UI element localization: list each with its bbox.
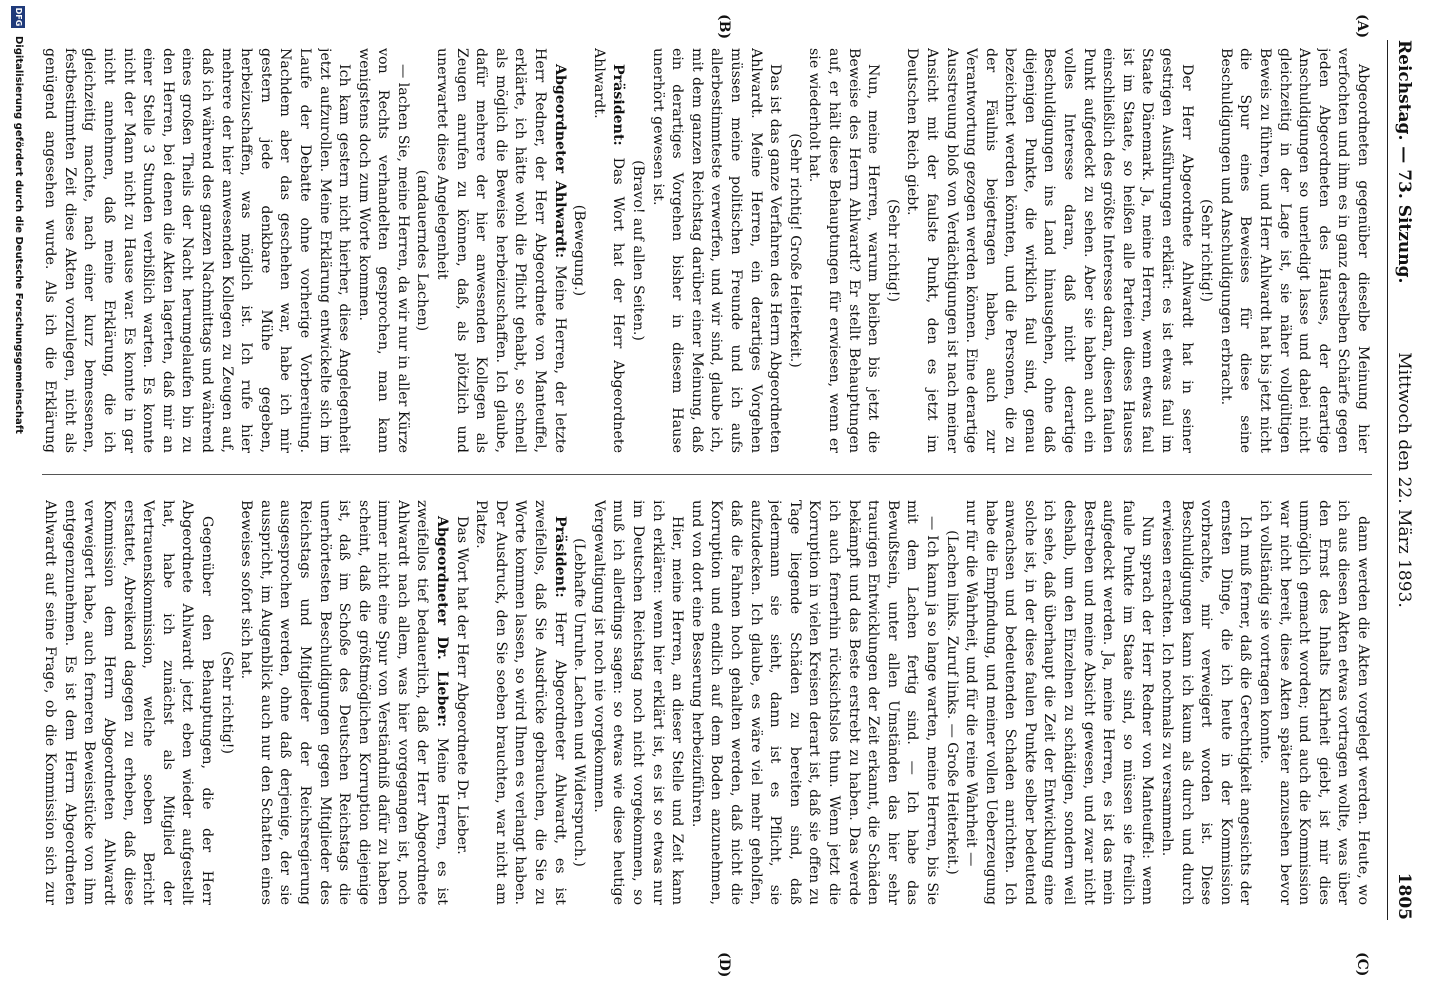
- speaker-name: Präsident:: [551, 516, 568, 598]
- margin-letter-b: (B): [716, 14, 732, 40]
- stage-direction: (Lachen links. Zuruf links. — Große Heiterkeit.): [943, 530, 960, 875]
- text-column-left: [42, 48, 1372, 453]
- body-paragraph: dann werden die Akten vorgelegt werden. Heute, wo ich aus diesen Akten etwas vortragen wollte, was über den Ernst des Inhalts Klarheit giebt, ist mir dies unmöglich gemacht worden; und auch die Kommission war nicht bereit, diese Akten später anzusehen bevor ich vollständig sie vortragen konnte.: [1257, 500, 1371, 905]
- speech-text: Das Wort hat der Herr Abgeordnete Ahlwardt.: [590, 48, 627, 453]
- speech-text: Meine Herren, es ist zweifellos tief bedauerlich, daß der Herr Abgeordnete Ahlwardt nach allem, was hier vorgegangen ist, noch immer nicht eine Spur von Verständniß dafür zu haben scheint, daß die größtmöglichen Korruption diejenige ist, daß im Schoße des Deutschen Reichstags die unerhörtesten Beschuldigungen gegen Mitglieder des Reichstags und Mitglieder der Reichsregierung ausgesprochen werden, ohne daß derjenige, der sie ausspricht, im Augenblick auch nur den Schatten eines Beweises sofort sich hat.: [238, 500, 451, 905]
- header-session: Reichstag. — 73. Sitzung.: [1394, 40, 1414, 284]
- text-column-right: [42, 500, 1372, 905]
- digitization-credit: Digitalisierung gefördert durch die Deutsche Forschungsgemeinschaft: [13, 36, 24, 434]
- speaker-name: Abgeordneter Ahlwardt:: [551, 64, 568, 259]
- stage-direction: (Sehr richtig!): [884, 198, 901, 303]
- margin-letter-c: (C): [1354, 952, 1370, 977]
- body-paragraph: — Ich kann ja so lange warten, meine Herren, bis Sie mit dem Lachen fertig sind. — Ich habe das Bewußtsein, unter allen Umständen das hier sehr traurigen Entwicklungen der Zeit erkannt, die Schäden bekämpft und das Beste erstrebt zu haben. Das werde ich auch fernerhin rücksichtslos thun. Wenn jetzt die Korruption in vielen Kreisen derart ist, daß sie offen zu Tage liegende Schäden zu bereiten sind, daß jedermann sie sieht, dann ist es Pflicht, sie aufzudecken. Ich glaube, es wäre viel mehr geholfen, daß die Fahnen hoch gehalten werden, daß nicht die Korruption und endlich auf dem Boden anzunehmen, und von dort eine Besserung herbeizuführen.: [688, 500, 940, 905]
- stage-direction: (Sehr richtig!): [218, 650, 235, 755]
- stage-direction: (Bravo! auf allen Seiten.): [630, 160, 647, 341]
- stage-direction: (Bewegung.): [571, 204, 588, 297]
- digitization-footer: [4, 0, 28, 1000]
- page-number: 1805: [1394, 872, 1414, 920]
- speaker-name: Präsident:: [610, 64, 627, 146]
- header-date: Mittwoch den 22. März 1893.: [1394, 352, 1414, 608]
- running-header: [1387, 40, 1418, 920]
- margin-letter-d: (D): [716, 952, 732, 978]
- speech-text: Herr Abgeordneter Ahlwardt, es ist zweifellos, daß Sie Ausdrücke gebrauchen, die Sie zu Worte kommen lassen, so wird Ihnen es verlangt haben. Der Ausdruck, den Sie soeben brauchten, war nicht am Platze.: [473, 500, 568, 905]
- speaker-paragraph: [432, 48, 569, 453]
- stage-direction: (Sehr richtig! Große Heiterkeit.): [786, 133, 803, 368]
- speaker-name: Abgeordneter Dr. Lieber:: [434, 516, 451, 728]
- speaker-paragraph: [236, 500, 452, 905]
- body-paragraph: Der Herr Abgeordnete Ahlwardt hat in seiner gestrigen Ausführungen erklärt: es ist etwas faul im Staate Dänemark. Ja, meine Herren, wenn etwas faul ist im Staate, so heißen alle Parteien dieses Hauses einschließlich des größte Interesse daran, diesen faulen Punkt aufgedeckt zu sehen. Aber sie haben auch ein volles Interesse daran, daß nicht derartige Beschuldigungen ins Land hinausgehen, ohne daß diejenigen Punkte, die wirklich faul sind, genau bezeichnet werden könnten, und die Personen, die zu der Fäulnis beigetragen haben, auch zur Verantwortung gezogen werden können. Eine derartige Ausstreuung bloß von Verdächtigungen ist nach meiner Ansicht mit der faulste Punkt, den es jetzt im Deutschen Reich giebt.: [904, 48, 1195, 453]
- body-paragraph: Nun sprach der Herr Redner von Manteuffel: wenn faule Punkte im Staate sind, so müssen sie freilich aufgedeckt werden. Ja, meine Herren, es ist das mein Bestreben und meine Absicht gewesen, und zwar nicht deshalb, um den Einzelnen zu schädigen, sondern weil ich sehe, daß überhaupt die Zeit der Entwicklung eine solche ist, in der diese faulen Punkte selber bedeutend anwachsen und bedeutenden Schaden anrichten. Ich habe die Empfindung, und meiner vollen Ueberzeugung nur für die Wahrheit, und für die reine Wahrheit —: [963, 500, 1156, 905]
- body-paragraph: — lachen Sie, meine Herren, da wir nur in aller Kürze von Rechts verhandelten gesprochen, man kann wenigstens doch zum Worte kommen.: [355, 48, 411, 453]
- stage-direction: (andauerndes Lachen): [414, 169, 431, 332]
- body-paragraph: Hier, meine Herren, an dieser Stelle und Zeit kann ich erklären: wenn hier erklärt ist, es ist so etwas nur im Deutschen Reichstag noch nicht vorgekommen, so muß ich allerdings sagen: so etwas wie diese heutige Vergewaltigung ist noch nie vorgekommen.: [590, 500, 686, 905]
- speech-text: Meine Herren, der letzte Herr Redner, der Herr Abgeordnete von Manteuffel, erklärte, ich hätte wohl die Pflicht gehabt, so schnell als möglich die Beweise herbeizuschaffen. Ich glaube, dafür mehrere der hier anwesenden Kollegen als Zeugen anrufen zu können, daß, als plötzlich und unerwartet diese Angelegenheit: [434, 48, 568, 453]
- body-paragraph: Nun, meine Herren, warum bleiben bis jetzt die Beweise des Herrn Ahlwardt? Er stellt Behauptungen auf, er hält diese Behauptungen für erwiesen, wenn er sie wiederholt hat.: [806, 48, 882, 453]
- margin-letter-a: (A): [1354, 14, 1370, 39]
- stage-direction: (Sehr richtig!): [1198, 198, 1215, 303]
- body-paragraph: Das Wort hat der Herr Abgeordnete Dr. Lieber.: [453, 516, 470, 855]
- body-paragraph: Gegenüber den Behauptungen, die der Herr Abgeordnete Ahlwardt jetzt eben wieder aufgestellt hat, habe ich zunächst als Mitglied der Vertrauenskommission, welche soeben Bericht erstattet, Abreikend dagegen zu erheben, daß diese Kommission dem Herrn Abgeordneten Ahlwardt verweigert habe, auch ferneren Beweisstücke von ihm entgegenzunehmen. Es ist dem Herrn Abgeordneten Ahlwardt auf seine Frage, ob die Kommission sich zur: [42, 500, 215, 905]
- body-paragraph: Abgeordneten gegenüber dieselbe Meinung hier verfochten und ihm es in ganz derselben Schärfe gegen jeden Abgeordneten des Hauses, der derartige Anschuldigungen so unerledigt lasse und dabei nicht gleichzeitig in der Lage ist, sie näher vollgültigen Beweis zu führen, und Herr Ahlwardt hat bis jetzt nicht die Spur eines Beweises für diese seine Beschuldigungen und Anschuldigungen erbracht.: [1217, 48, 1371, 453]
- stage-direction: (Lebhafte Unruhe. Lachen und Widerspruch.): [571, 538, 588, 867]
- column-divider: [42, 474, 1372, 475]
- body-paragraph: Ich muß ferner, daß die Gerechtigkeit angesichts der ernsten Dinge, die ich heute in der Kommission vorbrachte, mir verweigert worden ist. Diese Beschuldigungen kann ich kaum als durch und durch erwiesen erachten. Ich nochmals zu versammeln.: [1159, 500, 1254, 905]
- dfg-logo: DFG: [11, 6, 25, 28]
- speaker-paragraph: [471, 500, 569, 905]
- body-paragraph: Ich kam gestern nicht hierher, diese Angelegenheit jetzt aufzurollen. Meine Erklärung entwickelte sich im Laufe der Debatte ohne vorherige Vorbereitung. Nachdem aber das geschehen war, habe ich mir gestern jede denkbare Mühe gegeben, herbeizuschaffen, was möglich ist. Ich rufe hier mehrere der hier anwesenden Kollegen zu Zeugen auf, daß ich während des ganzen Nachmittags und während eines großen Theils der Nacht herumgelaufen bin zu den Herren, bei denen die Akten lagerten, daß mir an einer Stelle 3 Stunden verbißlich warten. Es konnte nicht der Mann nicht zu Hause war. Es konnte in gar nicht annehmen, daß meine Erklärung, die ich gleichzeitig machte, nach einer kurz bemessenen, festbestimmten Zeit diese Akten vorzulegen, nicht als genügend angesehen wurde. Als ich die Erklärung: [42, 48, 353, 453]
- body-paragraph: Das ist das ganze Verfahren des Herrn Abgeordneten Ahlwardt. Meine Herren, ein derartiges Vorgehen müssen meine politischen Freunde und ich aufs allerbestimmteste verwerfen, und wir sind, glaube ich, mit dem ganzen Reichstag darüber einer Meinung, daß ein derartiges Vorgehen bisher in diesem Hause unerhört gewesen ist.: [649, 48, 784, 453]
- speaker-paragraph: [588, 48, 627, 453]
